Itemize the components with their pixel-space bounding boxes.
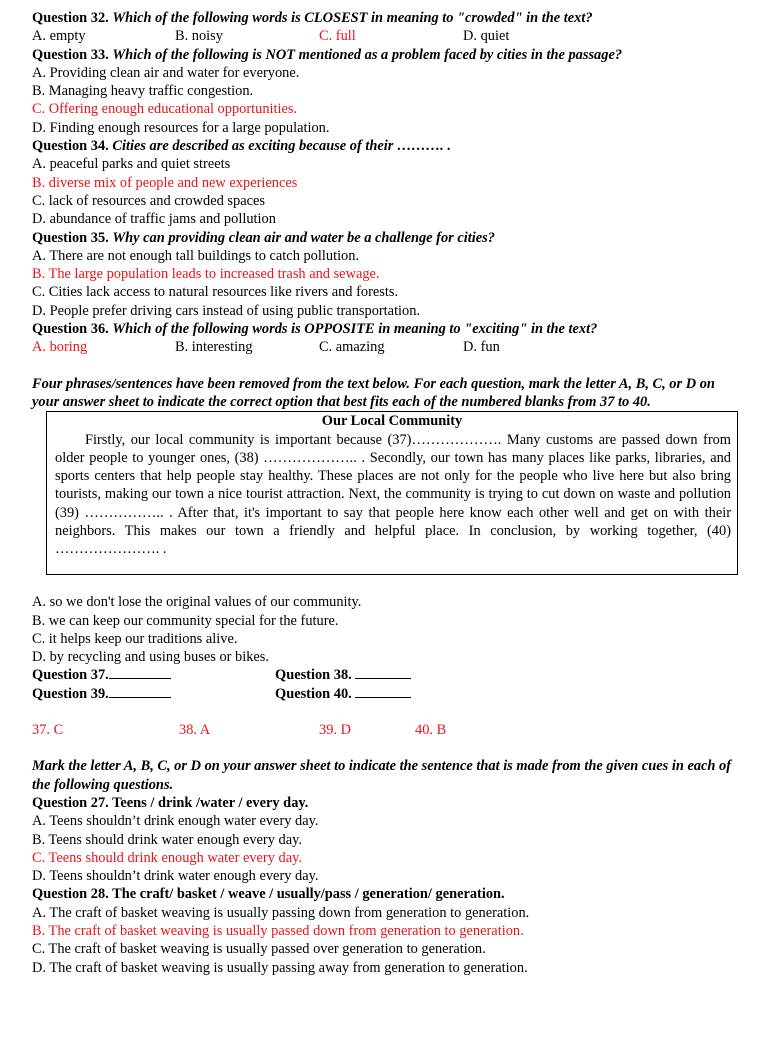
option-c[interactable]: C. Cities lack access to natural resources like rivers and forests. [32, 284, 399, 301]
instruction-sentence-cues: Mark the letter A, B, C, or D on your answer sheet to indicate the sentence that is made from the given cues in each of the following questions. [32, 758, 732, 793]
question-label: Question 37. [32, 667, 109, 684]
passage-box [46, 411, 738, 575]
question-label: Question 36. [32, 321, 109, 338]
question-label: Question 35. [32, 229, 109, 246]
fill-option-b[interactable]: B. we can keep our community special for the future. [32, 612, 339, 629]
question-40-line [275, 685, 411, 703]
option-c-answer[interactable]: C. Offering enough educational opportunities. [32, 101, 298, 118]
option-d[interactable]: D. abundance of traffic jams and pollution [32, 211, 276, 228]
option-a[interactable]: A. empty [32, 28, 86, 45]
answer-38: 38. A [179, 722, 211, 739]
question-label: Question 34. [32, 138, 109, 155]
fill-option-c[interactable]: C. it helps keep our traditions alive. [32, 630, 238, 647]
option-c[interactable]: C. The craft of basket weaving is usually passed over generation to generation. [32, 941, 486, 958]
question-label: Question 28 [32, 886, 106, 903]
option-d[interactable]: D. fun [463, 339, 500, 356]
option-d[interactable]: D. The craft of basket weaving is usually passing away from generation to generation. [32, 959, 528, 976]
question-34 [32, 137, 740, 155]
answer-blank[interactable] [355, 685, 411, 698]
option-a-answer[interactable]: A. boring [32, 339, 88, 356]
question-label: Question 32. [32, 10, 109, 26]
question-32-options [32, 27, 740, 45]
fill-option-d[interactable]: D. by recycling and using buses or bikes. [32, 649, 270, 666]
question-39-line [32, 685, 171, 703]
spacer [32, 703, 740, 721]
question-label: Question 40. [275, 685, 352, 702]
option-d[interactable]: D. Finding enough resources for a large population. [32, 119, 330, 136]
instruction-fill-blanks: Four phrases/sentences have been removed from the text below. For each question, mark the letter A, B, C, or D on your answer sheet to indicate the correct option that best fits each of the numbered blanks from 37 to 40. [32, 375, 715, 410]
passage-title: Our Local Community [321, 413, 463, 430]
spacer [32, 575, 740, 593]
worksheet-page [32, 9, 740, 977]
option-b-answer[interactable]: B. The craft of basket weaving is usually passed down from generation to generation. [32, 922, 524, 939]
option-d[interactable]: D. quiet [463, 28, 510, 45]
question-label: Question 33. [32, 46, 109, 63]
question-cue: Teens / drink /water / every day. [112, 794, 309, 811]
answer-blank[interactable] [109, 685, 171, 698]
option-b-answer[interactable]: B. diverse mix of people and new experiences [32, 174, 298, 191]
question-stem: Which of the following words is CLOSEST in meaning to "crowded" in the text? [112, 10, 593, 26]
question-33 [32, 46, 740, 64]
fill-option-a[interactable]: A. so we don't lose the original values of our community. [32, 594, 362, 611]
question-label: Question 39. [32, 685, 109, 702]
question-27 [32, 794, 740, 812]
question-stem: Which of the following words is OPPOSITE in meaning to "exciting" in the text? [112, 321, 598, 338]
answer-blank[interactable] [109, 666, 171, 679]
question-36 [32, 320, 740, 338]
passage-body [47, 431, 737, 559]
answer-39: 39. D [319, 722, 351, 739]
question-38-line [275, 666, 411, 684]
question-label: Question 38. [275, 667, 352, 684]
option-a[interactable]: A. The craft of basket weaving is usually passing down from generation to generation. [32, 904, 530, 921]
option-b[interactable]: B. noisy [175, 28, 223, 45]
question-stem: Why can providing clean air and water be a challenge for cities? [112, 229, 495, 246]
option-a[interactable]: A. There are not enough tall buildings to catch pollution. [32, 247, 360, 264]
spacer [32, 357, 740, 375]
answer-blank[interactable] [355, 666, 411, 679]
question-35 [32, 229, 740, 247]
option-d[interactable]: D. People prefer driving cars instead of using public transportation. [32, 302, 421, 319]
option-b[interactable]: B. Managing heavy traffic congestion. [32, 83, 254, 100]
answer-lines-row-2 [32, 685, 740, 703]
question-stem: Which of the following is NOT mentioned as a problem faced by cities in the passage? [112, 46, 623, 63]
answer-key [32, 721, 740, 739]
answer-lines-row-1 [32, 666, 740, 684]
option-a[interactable]: A. peaceful parks and quiet streets [32, 156, 231, 173]
option-c-answer[interactable]: C. Teens should drink enough water every day. [32, 849, 302, 866]
option-c-answer[interactable]: C. full [319, 28, 356, 45]
option-c[interactable]: C. lack of resources and crowded spaces [32, 192, 265, 209]
question-37-line [32, 666, 171, 684]
option-a[interactable]: A. Providing clean air and water for everyone. [32, 64, 300, 81]
question-cue: . The craft/ basket / weave / usually/pass / generation/ generation. [105, 886, 505, 903]
question-36-options [32, 338, 740, 356]
option-a[interactable]: A. Teens shouldn’t drink enough water every day. [32, 813, 319, 830]
option-c[interactable]: C. amazing [319, 339, 385, 356]
answer-40: 40. B [415, 722, 447, 739]
spacer [32, 739, 740, 757]
option-b-answer[interactable]: B. The large population leads to increased trash and sewage. [32, 266, 380, 283]
option-b[interactable]: B. interesting [175, 339, 253, 356]
passage-text: Firstly, our local community is important because (37)………………. Many customs are passed down from older people to younger ones, (38) ……………….. . Secondly, our town has many places like parks, libraries, and sports centers that help people stay healthy. These places are not only for the people who live here but also bring tourists, making our town a nice tourist attraction. Next, the community is trying to cut down on waste and pollution (39) …………….. . After that, it's important to say that people here know each other well and get on with their neighbors. This makes our town a friendly and helpful place. In conclusion, by working together, (40) …………………. . [55, 431, 731, 558]
option-d[interactable]: D. Teens shouldn’t drink water enough every day. [32, 868, 319, 885]
question-label: Question 27. [32, 794, 109, 811]
option-b[interactable]: B. Teens should drink water enough every day. [32, 831, 302, 848]
question-32 [32, 9, 740, 27]
question-28 [32, 885, 740, 903]
answer-37: 37. C [32, 722, 64, 739]
question-stem: Cities are described as exciting because of their ………. . [112, 138, 451, 155]
